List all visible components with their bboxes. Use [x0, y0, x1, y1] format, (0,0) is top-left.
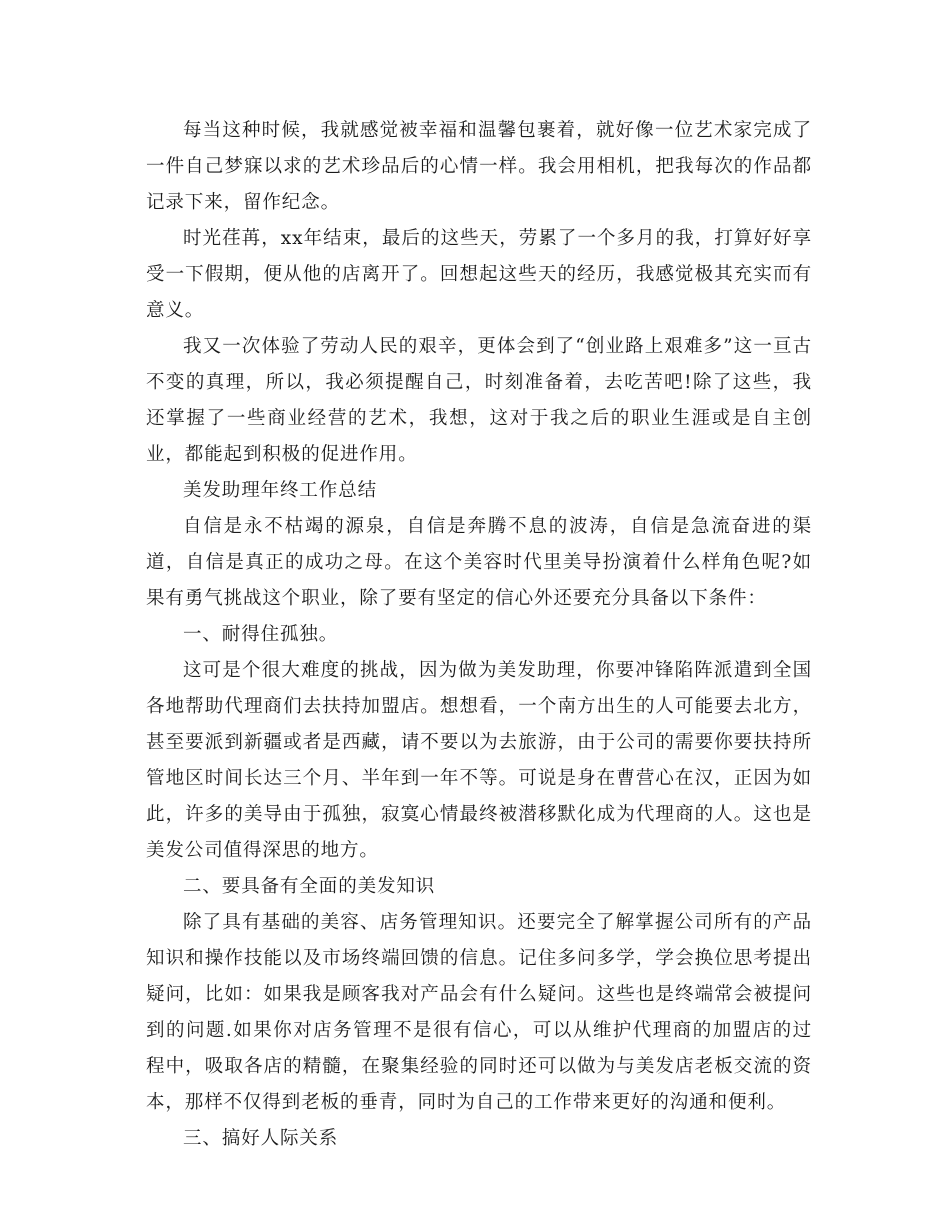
document-page: [146, 113, 812, 1157]
paragraph-reflection: 我又一次体验了劳动人民的艰辛，更体会到了“创业路上艰难多”这一亘古不变的真理，所以，我必须提醒自己，时刻准备着，去吃苦吧!除了这些，我还掌握了一些商业经营的艺术，我想，这对于我之后的职业生涯或是自主创业，都能起到积极的促进作用。: [146, 336, 812, 465]
paragraph-year-end: 时光荏苒，xx年结束，最后的这些天，劳累了一个多月的我，打算好好享受一下假期，便从他的店离开了。回想起这些天的经历，我感觉极其充实而有意义。: [146, 228, 812, 321]
section-title: 美发助理年终工作总结: [183, 480, 378, 501]
heading-item-1: 一、耐得住孤独。: [183, 624, 339, 645]
heading-item-3: 三、搞好人际关系: [183, 1128, 339, 1149]
paragraph-confidence: 自信是永不枯竭的源泉，自信是奔腾不息的波涛，自信是急流奋进的渠道，自信是真正的成功之母。在这个美容时代里美导扮演着什么样角色呢?如果有勇气挑战这个职业，除了要有坚定的信心外还要充分具备以下条件：: [146, 516, 812, 609]
paragraph-loneliness: 这可是个很大难度的挑战，因为做为美发助理，你要冲锋陷阵派遣到全国各地帮助代理商们去扶持加盟店。想想看，一个南方出生的人可能要去北方，甚至要派到新疆或者是西藏，请不要以为去旅游，由于公司的需要你要扶持所管地区时间长达三个月、半年到一年不等。可说是身在曹营心在汉，正因为如此，许多的美导由于孤独，寂寞心情最终被潜移默化成为代理商的人。这也是美发公司值得深思的地方。: [146, 660, 812, 861]
heading-item-2: 二、要具备有全面的美发知识: [183, 876, 436, 897]
paragraph-knowledge: 除了具有基础的美容、店务管理知识。还要完全了解掌握公司所有的产品知识和操作技能以及市场终端回馈的信息。记住多问多学，学会换位思考提出疑问，比如：如果我是顾客我对产品会有什么疑问。这些也是终端常会被提问到的问题.如果你对店务管理不是很有信心，可以从维护代理商的加盟店的过程中，吸取各店的精髓，在聚集经验的同时还可以做为与美发店老板交流的资本，那样不仅得到老板的垂青，同时为自己的工作带来更好的沟通和便利。: [146, 912, 812, 1113]
paragraph-photo-memories: 每当这种时候，我就感觉被幸福和温馨包裹着，就好像一位艺术家完成了一件自己梦寐以求的艺术珍品后的心情一样。我会用相机，把我每次的作品都记录下来，留作纪念。: [146, 120, 812, 213]
